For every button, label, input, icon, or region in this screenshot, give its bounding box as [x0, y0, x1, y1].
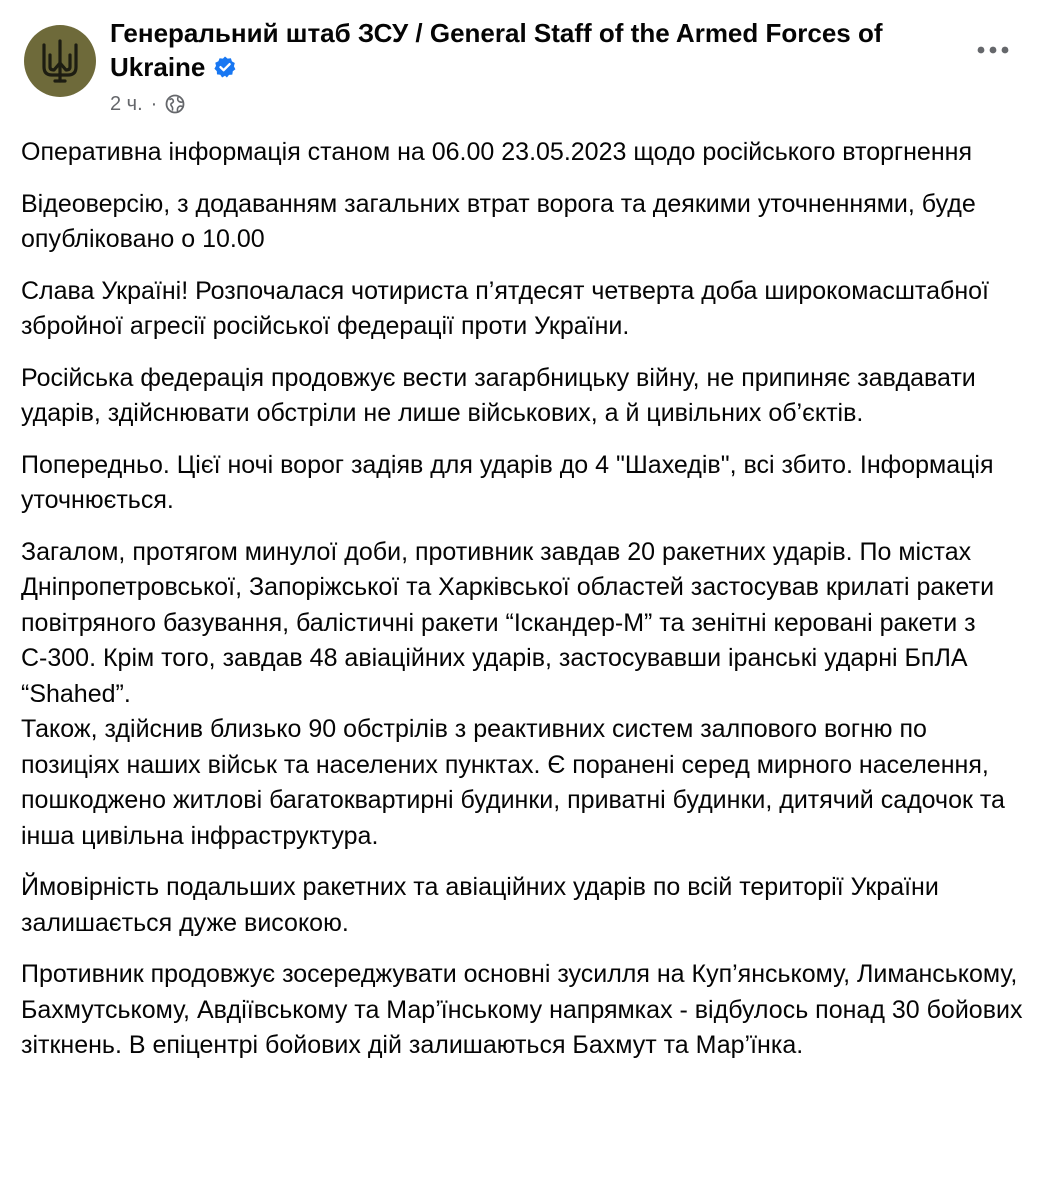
- post-paragraph: Відеоверсію, з додаванням загальних втрат ворога та деякими уточненнями, буде опубліковано о 10.00: [21, 189, 976, 253]
- post-paragraph: Загалом, протягом минулої доби, противник завдав 20 ракетних ударів. По містах Дніпропетровської, Запоріжської та Харківської областей застосував крилаті ракети повітряного базування, балістичні ракети “Іскандер-М” та зенітні керовані ракети з С-300. Крім того, завдав 48 авіаційних ударів, застосувавши іранські ударні БпЛА “Shahed”. Також, здійснив близько 90 обстрілів з реактивних систем залпового вогню по позиціях наших військ та населених пунктах. Є поранені серед мирного населення, пошкоджено житлові багатоквартирні будинки, приватні будинки, дитячий садочок та інша цивільна інфраструктура.: [21, 537, 1005, 850]
- page-name-text: Генеральний штаб ЗСУ / General Staff of the Armed Forces of Ukraine: [110, 18, 883, 82]
- post-paragraph: Слава Україні! Розпочалася чотириста п’ятдесят четверта доба широкомасштабної збройної агресії російської федерації проти України.: [21, 276, 989, 340]
- more-horizontal-icon: [976, 46, 1010, 54]
- post-paragraph: Попередньо. Цієї ночі ворог задіяв для ударів до 4 "Шахедів", всі збито. Інформація уточнюється.: [21, 450, 994, 514]
- post-paragraph: Противник продовжує зосереджувати основні зусилля на Куп’янському, Лиманському, Бахмутському, Авдіївському та Мар’їнському напрямках - відбулось понад 30 бойових зіткнень. В епіцентрі бойових дій залишаються Бахмут та Мар’їнка.: [21, 960, 1023, 1059]
- globe-icon: [165, 94, 185, 114]
- page-name-link[interactable]: [110, 16, 910, 84]
- page-avatar[interactable]: [24, 25, 96, 97]
- more-options-button[interactable]: [970, 30, 1016, 70]
- post-paragraph: Оперативна інформація станом на 06.00 23.05.2023 щодо російського вторгнення: [21, 138, 972, 166]
- post-timestamp[interactable]: 2 ч.: [110, 92, 143, 115]
- post-paragraph: Ймовірність подальших ракетних та авіаційних ударів по всій території України залишається дуже високою.: [21, 873, 939, 937]
- trident-emblem-icon: [38, 37, 82, 85]
- post-header: [0, 0, 1055, 125]
- post-paragraph: Російська федерація продовжує вести загарбницьку війну, не припиняє завдавати ударів, здійснювати обстріли не лише військових, а й цивільних об’єктів.: [21, 363, 976, 427]
- verified-badge-icon: [213, 55, 237, 79]
- post-meta: [110, 90, 185, 118]
- post-text: [21, 135, 1031, 1080]
- meta-separator: ·: [150, 92, 158, 115]
